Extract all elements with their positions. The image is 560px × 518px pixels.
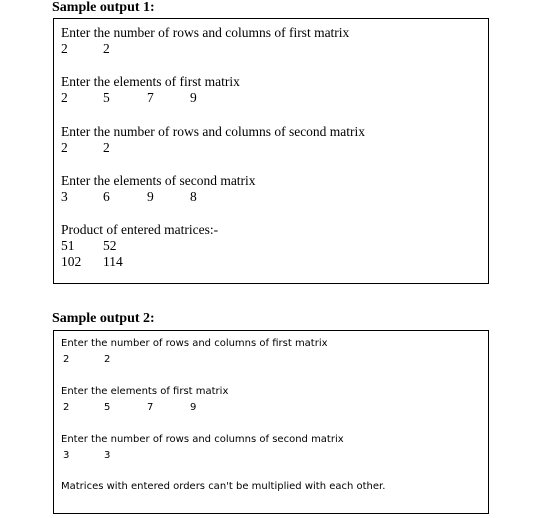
product-cell-1-1: 51: [61, 238, 75, 253]
element-first-1: 2: [63, 402, 70, 413]
prompt-dims-first: Enter the number of rows and columns of first matrix: [61, 25, 350, 40]
prompt-elements-first: Enter the elements of first matrix: [61, 74, 240, 89]
dims-second-rows: 2: [61, 140, 68, 155]
sample-2-output-box: [53, 330, 489, 514]
element-first-3: 7: [147, 402, 154, 413]
dims-second-rows: 3: [63, 450, 70, 461]
prompt-elements-first: Enter the elements of first matrix: [61, 386, 229, 397]
prompt-elements-second: Enter the elements of second matrix: [61, 173, 256, 188]
sample-2-heading: Sample output 2:: [52, 311, 155, 326]
element-first-3: 7: [147, 90, 154, 105]
prompt-dims-second: Enter the number of rows and columns of second matrix: [61, 434, 344, 445]
product-cell-2-1: 102: [61, 254, 82, 269]
element-first-1: 2: [61, 90, 68, 105]
prompt-dims-second: Enter the number of rows and columns of second matrix: [61, 124, 366, 139]
element-first-2: 5: [103, 90, 110, 105]
sample-1-heading: Sample output 1:: [52, 0, 155, 15]
product-label: Product of entered matrices:-: [61, 222, 219, 237]
sample-1-output-box: [53, 18, 489, 284]
element-second-2: 6: [103, 189, 110, 204]
dims-first-rows: 2: [61, 41, 68, 56]
prompt-dims-first: Enter the number of rows and columns of first matrix: [61, 338, 328, 349]
dims-first-rows: 2: [63, 354, 70, 365]
element-second-1: 3: [61, 189, 68, 204]
dims-first-cols: 2: [103, 41, 110, 56]
dims-first-cols: 2: [104, 354, 111, 365]
element-first-2: 5: [104, 402, 111, 413]
product-cell-2-2: 114: [103, 254, 123, 269]
product-cell-1-2: 52: [103, 238, 117, 253]
dims-second-cols: 3: [104, 450, 111, 461]
element-first-4: 9: [190, 90, 197, 105]
element-second-3: 9: [147, 189, 154, 204]
error-message: Matrices with entered orders can't be multiplied with each other.: [61, 481, 386, 492]
element-second-4: 8: [190, 189, 197, 204]
dims-second-cols: 2: [103, 140, 110, 155]
element-first-4: 9: [190, 402, 197, 413]
